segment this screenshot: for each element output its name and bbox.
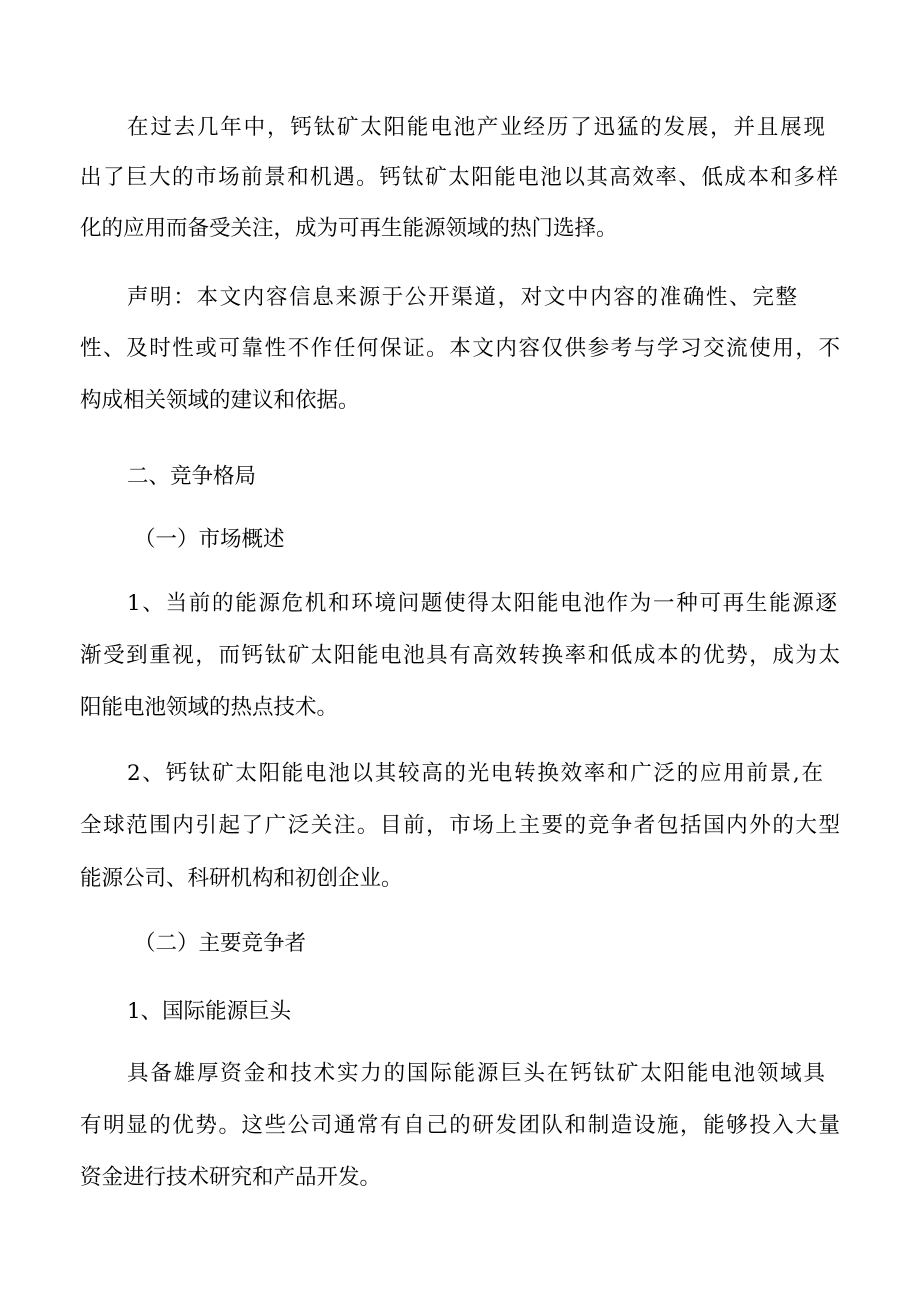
- section-heading: 二、竞争格局: [127, 464, 257, 489]
- point-2-line-2: 全球范围内引起了广泛关注。目前，市场上主要的竞争者包括国内外的大型: [80, 813, 840, 838]
- point-2-line-3: 能源公司、科研机构和初创企业。: [80, 866, 403, 891]
- disclaimer-line-1: 声明：本文内容信息来源于公开渠道，对文中内容的准确性、完整: [127, 285, 797, 310]
- point-1-line-3: 阳能电池领域的热点技术。: [80, 695, 339, 720]
- item-1-line-1: 具备雄厚资金和技术实力的国际能源巨头在钙钛矿太阳能电池领域具: [127, 1061, 825, 1086]
- item-1-line-3: 资金进行技术研究和产品开发。: [80, 1165, 382, 1190]
- disclaimer-line-3: 构成相关领域的建议和依据。: [80, 388, 360, 413]
- item-1-line-2: 有明显的优势。这些公司通常有自己的研发团队和制造设施，能够投入大量: [80, 1113, 840, 1138]
- point-2-line-1: 2、钙钛矿太阳能电池以其较高的光电转换效率和广泛的应用前景,在: [127, 761, 823, 786]
- intro-line-2: 出了巨大的市场前景和机遇。钙钛矿太阳能电池以其高效率、低成本和多样: [80, 165, 838, 190]
- intro-line-3: 化的应用而备受关注，成为可再生能源领域的热门选择。: [80, 216, 618, 241]
- intro-line-1: 在过去几年中，钙钛矿太阳能电池产业经历了迅猛的发展，并且展现: [127, 115, 825, 140]
- subsection-1-heading: （一）市场概述: [134, 527, 285, 552]
- point-1-line-2: 渐受到重视，而钙钛矿太阳能电池具有高效转换率和低成本的优势，成为太: [80, 643, 840, 668]
- disclaimer-line-2: 性、及时性或可靠性不作任何保证。本文内容仅供参考与学习交流使用，不: [80, 336, 840, 361]
- item-1-heading: 1、国际能源巨头: [127, 999, 292, 1024]
- point-1-line-1: 1、当前的能源危机和环境问题使得太阳能电池作为一种可再生能源逐: [127, 591, 837, 616]
- subsection-2-heading: （二）主要竞争者: [134, 931, 307, 956]
